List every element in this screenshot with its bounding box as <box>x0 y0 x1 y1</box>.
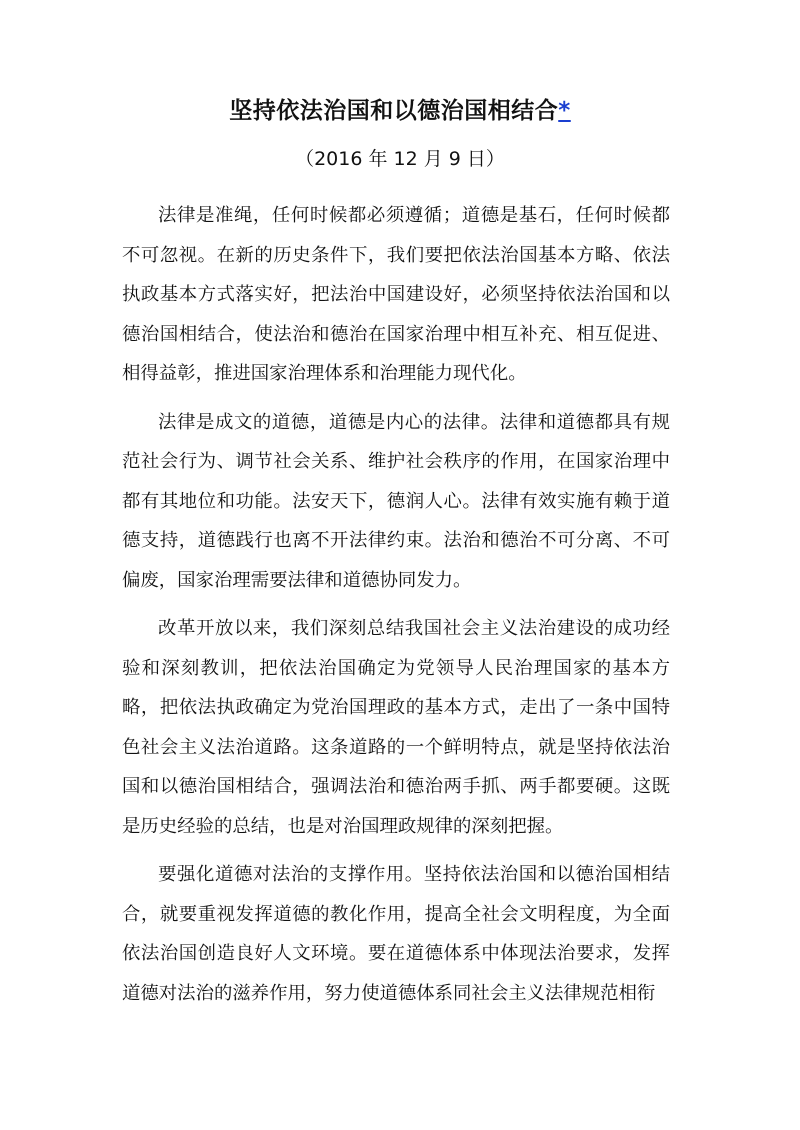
date-line: （2016 年 12 月 9 日） <box>295 148 505 170</box>
paragraph-4: 要强化道德对法治的支撑作用。坚持依法治国和以德治国相结合，就要重视发挥道德的教化作用，提高全社会文明程度，为全面依法治国创造良好人文环境。要在道德体系中体现法治要求，发挥道德对法治的滋养作用，努力使道德体系同社会主义法律规范相衔 <box>122 864 670 1004</box>
paragraph-2: 法律是成文的道德，道德是内心的法律。法律和道德都具有规范社会行为、调节社会关系、维护社会秩序的作用，在国家治理中都有其地位和功能。法安天下，德润人心。法律有效实施有赖于道德支持，道德践行也离不开法律约束。法治和德治不可分离、不可偏废，国家治理需要法律和道德协同发力。 <box>122 411 670 591</box>
paragraph-3: 改革开放以来，我们深刻总结我国社会主义法治建设的成功经验和深刻教训，把依法治国确定为党领导人民治理国家的基本方略，把依法执政确定为党治国理政的基本方式，走出了一条中国特色社会主义法治道路。这条道路的一个鲜明特点，就是坚持依法治国和以德治国相结合，强调法治和德治两手抓、两手都要硬。这既是历史经验的总结，也是对治国理政规律的深刻把握。 <box>122 618 670 837</box>
title-text: 坚持依法治国和以德治国相结合 <box>229 98 559 124</box>
paragraph-1: 法律是准绳，任何时候都必须遵循；道德是基石，任何时候都不可忽视。在新的历史条件下，我们要把依法治国基本方略、依法执政基本方式落实好，把法治中国建设好，必须坚持依法治国和以德治国相结合，使法治和德治在国家治理中相互补充、相互促进、相得益彰，推进国家治理体系和治理能力现代化。 <box>122 205 670 384</box>
page-title <box>0 94 800 128</box>
article-body <box>122 196 670 1022</box>
footnote-link[interactable]: * <box>558 98 571 124</box>
